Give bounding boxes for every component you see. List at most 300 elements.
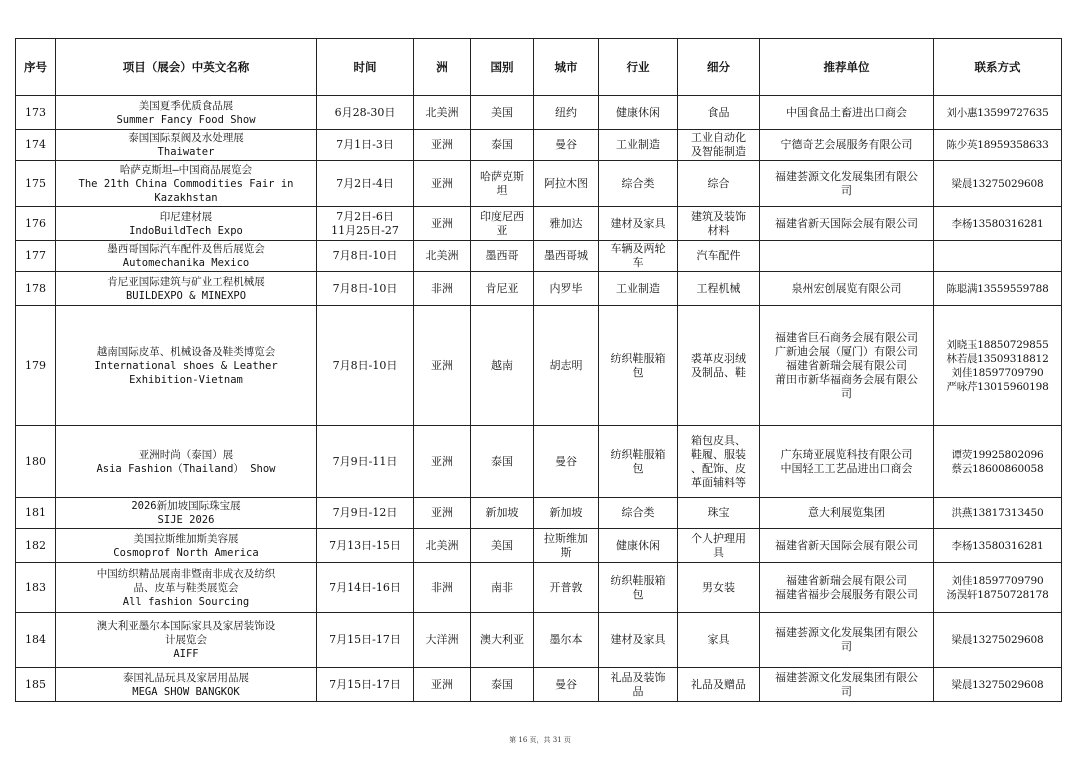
cell-recommender-line: 宁德奇艺会展服务有限公司 — [780, 138, 913, 151]
table-row — [16, 241, 1062, 272]
cell-industry — [599, 306, 678, 426]
cell-industry-line: 纺织鞋服箱 — [610, 351, 666, 365]
cell-name — [56, 613, 317, 668]
cell-time-line: 7月2日-6日 — [336, 209, 394, 223]
cell-subcategory — [678, 563, 760, 613]
cell-name-line: 澳大利亚墨尔本国际家具及家居装饰设 — [96, 620, 276, 632]
cell-industry — [599, 130, 678, 161]
cell-name — [56, 426, 317, 498]
cell-subcategory-line: 及制品、鞋 — [691, 365, 746, 379]
cell-time — [317, 563, 414, 613]
cell-recommender — [760, 613, 934, 668]
cell-no: 179 — [16, 306, 56, 426]
cell-contact-line: 刘小惠13599727635 — [946, 106, 1049, 119]
page-footer: 第 16 页，共 31 页 — [509, 736, 571, 744]
cell-recommender — [760, 498, 934, 529]
cell-subcategory-line: 珠宝 — [707, 506, 730, 519]
cell-country — [471, 241, 534, 272]
cell-industry — [599, 161, 678, 207]
cell-time-line: 7月8日-10日 — [332, 358, 398, 372]
cell-subcategory-line: 汽车配件 — [696, 249, 741, 262]
cell-time-line: 7月9日-12日 — [332, 506, 398, 519]
cell-continent: 亚洲 — [414, 207, 471, 241]
cell-industry — [599, 498, 678, 529]
cell-industry-line: 礼品及装饰 — [610, 670, 666, 684]
cell-subcategory-line: 材料 — [707, 223, 730, 237]
cell-city-line: 拉斯维加 — [544, 531, 588, 545]
cell-country-line: 印度尼西 — [480, 209, 524, 223]
cell-continent: 亚洲 — [414, 161, 471, 207]
header-continent: 洲 — [414, 39, 471, 96]
cell-city-line: 斯 — [560, 545, 572, 559]
cell-continent: 北美洲 — [414, 529, 471, 563]
cell-subcategory-line: 男女装 — [702, 580, 735, 594]
cell-time — [317, 241, 414, 272]
cell-country-line: 泰国 — [491, 677, 513, 691]
cell-industry-line: 综合类 — [621, 176, 655, 190]
cell-recommender-line: 福建省新天国际会展有限公司 — [775, 538, 918, 552]
cell-subcategory — [678, 529, 760, 563]
cell-recommender — [760, 529, 934, 563]
cell-country-line: 肯尼亚 — [485, 281, 519, 295]
cell-recommender-line: 司 — [841, 386, 852, 400]
cell-city — [534, 207, 599, 241]
cell-contact-line: 谭荧19925802096 — [951, 448, 1044, 461]
cell-city-line: 曼谷 — [555, 677, 577, 691]
cell-subcategory — [678, 130, 760, 161]
table-row — [16, 207, 1062, 241]
cell-contact — [934, 306, 1062, 426]
cell-no: 173 — [16, 96, 56, 130]
cell-city-line: 开普敦 — [549, 580, 583, 594]
cell-recommender-line: 意大利展览集团 — [808, 506, 885, 519]
cell-recommender — [760, 207, 934, 241]
cell-contact-line: 洪燕13817313450 — [951, 507, 1044, 519]
cell-time-line: 7月8日-10日 — [332, 249, 398, 262]
cell-no: 176 — [16, 207, 56, 241]
cell-recommender-line: 司 — [841, 640, 852, 653]
cell-contact — [934, 96, 1062, 130]
cell-name-line: Asia Fashion（Thailand） Show — [96, 462, 276, 475]
cell-city-line: 内罗毕 — [549, 281, 583, 295]
header-no: 序号 — [16, 39, 56, 96]
cell-industry — [599, 241, 678, 272]
cell-country-line: 坦 — [496, 183, 508, 197]
table-row — [16, 161, 1062, 207]
cell-subcategory — [678, 96, 760, 130]
cell-name-line: AIFF — [173, 648, 199, 660]
cell-contact-line: 梁晨13275029608 — [951, 678, 1044, 691]
cell-city — [534, 563, 599, 613]
cell-subcategory-line: 及智能制造 — [691, 145, 746, 158]
cell-recommender-line: 泉州宏创展览有限公司 — [791, 281, 902, 295]
cell-name-line: 肯尼亚国际建筑与矿业工程机械展 — [107, 275, 265, 288]
cell-recommender — [760, 130, 934, 161]
cell-recommender — [760, 96, 934, 130]
cell-name — [56, 96, 317, 130]
cell-subcategory-line: 革面辅料等 — [691, 475, 746, 489]
cell-contact-line: 刘晓玉18850729855 — [946, 338, 1049, 351]
table-row — [16, 96, 1062, 130]
header-time: 时间 — [317, 39, 414, 96]
cell-no: 185 — [16, 668, 56, 702]
cell-city-line: 曼谷 — [555, 138, 577, 151]
cell-name-line: 美国拉斯维加斯美容展 — [133, 532, 239, 545]
cell-country — [471, 426, 534, 498]
cell-subcategory — [678, 272, 760, 306]
cell-country — [471, 96, 534, 130]
cell-recommender-line: 福建荟源文化发展集团有限公 — [775, 670, 918, 684]
cell-industry — [599, 563, 678, 613]
cell-time — [317, 96, 414, 130]
table-row — [16, 563, 1062, 613]
header-row — [16, 39, 1062, 96]
cell-industry-line: 纺织鞋服箱 — [610, 447, 666, 461]
cell-name — [56, 306, 317, 426]
cell-subcategory — [678, 161, 760, 207]
cell-time — [317, 161, 414, 207]
cell-country — [471, 272, 534, 306]
cell-country-line: 美国 — [491, 105, 513, 119]
cell-recommender-line: 广东琦亚展览科技有限公司 — [780, 447, 913, 461]
header-contact: 联系方式 — [934, 39, 1062, 96]
cell-name — [56, 207, 317, 241]
cell-contact — [934, 130, 1062, 161]
cell-recommender — [760, 563, 934, 613]
table-row — [16, 498, 1062, 529]
table-row — [16, 130, 1062, 161]
cell-city-line: 阿拉木图 — [544, 176, 588, 190]
cell-industry — [599, 668, 678, 702]
cell-time — [317, 498, 414, 529]
cell-no: 175 — [16, 161, 56, 207]
cell-contact — [934, 241, 1062, 272]
cell-name-line: 2026新加坡国际珠宝展 — [131, 500, 241, 512]
cell-contact-line: 陈少英18959358633 — [946, 139, 1049, 151]
cell-name-line: 计展览会 — [165, 634, 207, 646]
cell-industry — [599, 426, 678, 498]
cell-no: 184 — [16, 613, 56, 668]
cell-city — [534, 241, 599, 272]
cell-recommender — [760, 241, 934, 272]
cell-industry-line: 建材及家具 — [610, 216, 666, 230]
cell-industry-line: 包 — [632, 587, 644, 601]
cell-subcategory — [678, 668, 760, 702]
table-row — [16, 529, 1062, 563]
cell-time-line: 7月8日-10日 — [332, 281, 398, 295]
cell-time — [317, 613, 414, 668]
cell-subcategory-line: 具 — [713, 545, 724, 559]
cell-time — [317, 426, 414, 498]
cell-contact-line: 蔡云18600860058 — [951, 462, 1044, 475]
cell-country-line: 南非 — [491, 580, 513, 594]
cell-name — [56, 130, 317, 161]
header-subcategory: 细分 — [678, 39, 760, 96]
cell-country — [471, 207, 534, 241]
cell-city — [534, 426, 599, 498]
cell-subcategory-line: 工程机械 — [696, 281, 741, 295]
cell-time-line: 7月1日-3日 — [336, 138, 394, 151]
cell-country-line: 新加坡 — [485, 506, 519, 519]
cell-city-line: 胡志明 — [549, 358, 583, 372]
cell-name-line: 印尼建材展 — [159, 210, 213, 223]
cell-recommender-line: 福建省新天国际会展有限公司 — [775, 216, 918, 230]
cell-contact-line: 林若晨13509318812 — [946, 352, 1049, 365]
cell-recommender-line: 福建荟源文化发展集团有限公 — [775, 626, 918, 639]
cell-recommender — [760, 161, 934, 207]
cell-industry-line: 综合类 — [621, 506, 655, 519]
cell-recommender — [760, 426, 934, 498]
cell-name-line: 亚洲时尚（泰国）展 — [138, 448, 234, 461]
cell-subcategory — [678, 426, 760, 498]
cell-name-line: Exhibition-Vietnam — [129, 373, 243, 386]
cell-contact-line: 严咏芹13015960198 — [946, 380, 1049, 393]
cell-country — [471, 613, 534, 668]
cell-name-line: 品、皮革与鞋类展览会 — [133, 581, 239, 594]
cell-continent: 亚洲 — [414, 130, 471, 161]
cell-name-line: 泰国国际泵阀及水处理展 — [128, 132, 244, 144]
cell-no: 182 — [16, 529, 56, 563]
cell-name-line: SIJE 2026 — [157, 514, 215, 526]
cell-subcategory-line: 、配饰、皮 — [691, 461, 746, 475]
cell-industry-line: 健康休闲 — [616, 538, 660, 552]
cell-subcategory-line: 个人护理用 — [691, 531, 746, 545]
cell-contact — [934, 426, 1062, 498]
cell-name-line: 中国纺织精品展南非暨南非成衣及纺织 — [96, 567, 276, 580]
cell-no: 177 — [16, 241, 56, 272]
cell-subcategory — [678, 207, 760, 241]
cell-city — [534, 272, 599, 306]
cell-continent: 大洋洲 — [414, 613, 471, 668]
cell-city-line: 曼谷 — [555, 454, 577, 468]
cell-name — [56, 498, 317, 529]
cell-subcategory-line: 工业自动化 — [691, 131, 746, 144]
header-name: 项目（展会）中英文名称 — [56, 39, 317, 96]
cell-time — [317, 130, 414, 161]
cell-contact-line: 汤淏轩18750728178 — [946, 588, 1049, 601]
cell-city-line: 雅加达 — [549, 216, 583, 230]
cell-contact-line: 梁晨13275029608 — [951, 177, 1044, 190]
cell-industry-line: 工业制造 — [616, 138, 660, 151]
cell-name — [56, 161, 317, 207]
cell-name-line: Kazakhstan — [154, 191, 218, 204]
cell-contact-line: 陈聪满13559559788 — [946, 282, 1049, 295]
cell-time-line: 11月25日-27 — [331, 223, 399, 237]
cell-country-line: 泰国 — [491, 138, 513, 151]
cell-recommender-line: 司 — [841, 183, 852, 197]
cell-contact — [934, 563, 1062, 613]
cell-recommender-line: 莆田市新华福商务会展有限公 — [775, 372, 918, 386]
cell-time — [317, 207, 414, 241]
cell-continent: 亚洲 — [414, 306, 471, 426]
cell-name-line: International shoes & Leather — [94, 359, 278, 372]
cell-time — [317, 306, 414, 426]
cell-contact-line: 刘佳18597709790 — [951, 366, 1044, 379]
cell-name-line: Thaiwater — [157, 146, 215, 158]
cell-name — [56, 272, 317, 306]
cell-recommender-line: 福建省新瑞会展有限公司 — [786, 573, 907, 587]
cell-name — [56, 668, 317, 702]
cell-time-line: 7月2日-4日 — [336, 176, 394, 190]
cell-no: 183 — [16, 563, 56, 613]
cell-contact — [934, 613, 1062, 668]
cell-name-line: Automechanika Mexico — [122, 257, 250, 269]
header-recommender: 推荐单位 — [760, 39, 934, 96]
cell-time — [317, 272, 414, 306]
cell-contact-line: 李杨13580316281 — [951, 539, 1044, 552]
cell-no: 180 — [16, 426, 56, 498]
cell-city — [534, 613, 599, 668]
cell-recommender — [760, 272, 934, 306]
cell-name-line: 泰国礼品玩具及家居用品展 — [123, 671, 249, 684]
cell-name — [56, 563, 317, 613]
cell-city-line: 墨尔本 — [549, 633, 583, 646]
cell-industry-line: 纺织鞋服箱 — [610, 573, 666, 587]
cell-continent: 非洲 — [414, 563, 471, 613]
cell-name-line: Cosmoprof North America — [113, 546, 259, 559]
cell-city-line: 墨西哥城 — [544, 249, 588, 262]
cell-country-line: 澳大利亚 — [480, 633, 524, 646]
cell-country — [471, 498, 534, 529]
cell-city — [534, 130, 599, 161]
cell-subcategory — [678, 613, 760, 668]
cell-contact-line: 刘佳18597709790 — [951, 574, 1044, 587]
cell-no: 174 — [16, 130, 56, 161]
cell-city — [534, 96, 599, 130]
cell-country — [471, 306, 534, 426]
cell-subcategory-line: 箱包皮具、 — [691, 433, 746, 447]
cell-name — [56, 529, 317, 563]
cell-continent: 亚洲 — [414, 498, 471, 529]
cell-subcategory-line: 食品 — [707, 105, 730, 119]
cell-industry-line: 工业制造 — [616, 281, 660, 295]
table-row — [16, 613, 1062, 668]
cell-name-line: BUILDEXPO & MINEXPO — [125, 289, 247, 302]
cell-industry — [599, 272, 678, 306]
cell-contact-line: 梁晨13275029608 — [951, 634, 1044, 646]
cell-industry-line: 健康休闲 — [616, 105, 660, 119]
cell-contact — [934, 529, 1062, 563]
cell-time-line: 7月13日-15日 — [329, 538, 401, 552]
table-row — [16, 306, 1062, 426]
cell-no: 178 — [16, 272, 56, 306]
cell-city — [534, 161, 599, 207]
cell-name-line: Summer Fancy Food Show — [116, 113, 256, 126]
cell-city — [534, 306, 599, 426]
cell-city — [534, 498, 599, 529]
cell-recommender-line: 福建省巨石商务会展有限公司 — [775, 330, 918, 344]
cell-contact — [934, 272, 1062, 306]
cell-industry-line: 品 — [632, 684, 644, 698]
cell-no: 181 — [16, 498, 56, 529]
cell-industry-line: 包 — [632, 365, 644, 379]
cell-contact — [934, 207, 1062, 241]
cell-continent: 亚洲 — [414, 426, 471, 498]
cell-recommender-line: 福建省福步会展服务有限公司 — [775, 587, 918, 601]
cell-contact — [934, 498, 1062, 529]
cell-country-line: 越南 — [491, 358, 513, 372]
cell-country — [471, 130, 534, 161]
cell-subcategory-line: 鞋履、服装 — [691, 447, 746, 461]
cell-recommender-line: 中国食品土畜进出口商会 — [786, 105, 907, 119]
cell-country-line: 哈萨克斯 — [480, 169, 524, 183]
cell-time-line: 7月15日-17日 — [329, 633, 401, 646]
cell-subcategory-line: 建筑及装饰 — [691, 209, 746, 223]
cell-recommender — [760, 668, 934, 702]
header-city: 城市 — [534, 39, 599, 96]
cell-subcategory-line: 裘革皮羽绒 — [691, 351, 746, 365]
cell-country-line: 亚 — [496, 223, 508, 237]
cell-industry-line: 车 — [632, 256, 644, 269]
cell-country — [471, 563, 534, 613]
cell-name — [56, 241, 317, 272]
cell-industry-line: 建材及家具 — [610, 633, 666, 646]
cell-subcategory-line: 综合 — [707, 176, 730, 190]
cell-continent: 非洲 — [414, 272, 471, 306]
cell-time — [317, 668, 414, 702]
cell-industry-line: 车辆及两轮 — [610, 242, 666, 255]
cell-time-line: 7月9日-11日 — [332, 454, 398, 468]
cell-recommender-line: 司 — [841, 684, 852, 698]
cell-recommender-line: 福建荟源文化发展集团有限公 — [775, 169, 918, 183]
cell-name-line: IndoBuildTech Expo — [129, 224, 243, 237]
cell-industry — [599, 96, 678, 130]
cell-city-line: 新加坡 — [549, 506, 583, 519]
cell-time-line: 7月15日-17日 — [329, 677, 401, 691]
cell-subcategory — [678, 241, 760, 272]
cell-name-line: The 21th China Commodities Fair in — [78, 177, 294, 190]
cell-name-line: All fashion Sourcing — [122, 595, 250, 608]
cell-country — [471, 668, 534, 702]
cell-continent: 北美洲 — [414, 241, 471, 272]
cell-name-line: 墨西哥国际汽车配件及售后展览会 — [107, 243, 265, 255]
cell-country — [471, 161, 534, 207]
header-industry: 行业 — [599, 39, 678, 96]
cell-time-line: 6月28-30日 — [334, 105, 396, 119]
cell-recommender-line: 中国轻工工艺品进出口商会 — [780, 461, 913, 475]
cell-country-line: 墨西哥 — [485, 249, 519, 262]
cell-name-line: 哈萨克斯坦—中国商品展览会 — [119, 163, 253, 176]
cell-contact — [934, 668, 1062, 702]
table-row — [16, 426, 1062, 498]
header-country: 国别 — [471, 39, 534, 96]
cell-city — [534, 668, 599, 702]
cell-recommender — [760, 306, 934, 426]
cell-time — [317, 529, 414, 563]
cell-country — [471, 529, 534, 563]
cell-contact-line: 李杨13580316281 — [951, 217, 1044, 230]
cell-city-line: 纽约 — [555, 105, 577, 119]
exhibition-table — [15, 38, 1062, 702]
table-row — [16, 668, 1062, 702]
cell-industry-line: 包 — [632, 461, 644, 475]
cell-continent: 北美洲 — [414, 96, 471, 130]
cell-continent: 亚洲 — [414, 668, 471, 702]
cell-time-line: 7月14日-16日 — [329, 580, 401, 594]
cell-name-line: MEGA SHOW BANGKOK — [132, 685, 240, 698]
cell-subcategory-line: 礼品及赠品 — [691, 677, 746, 691]
cell-industry — [599, 207, 678, 241]
cell-industry — [599, 613, 678, 668]
table-row — [16, 272, 1062, 306]
cell-recommender-line: 福建省新瑞会展有限公司 — [786, 358, 907, 372]
cell-country-line: 泰国 — [491, 454, 513, 468]
cell-subcategory-line: 家具 — [707, 633, 730, 646]
cell-name-line: 美国夏季优质食品展 — [138, 99, 234, 112]
cell-recommender-line: 广新迪会展（厦门）有限公司 — [775, 344, 918, 358]
cell-contact — [934, 161, 1062, 207]
cell-subcategory — [678, 306, 760, 426]
